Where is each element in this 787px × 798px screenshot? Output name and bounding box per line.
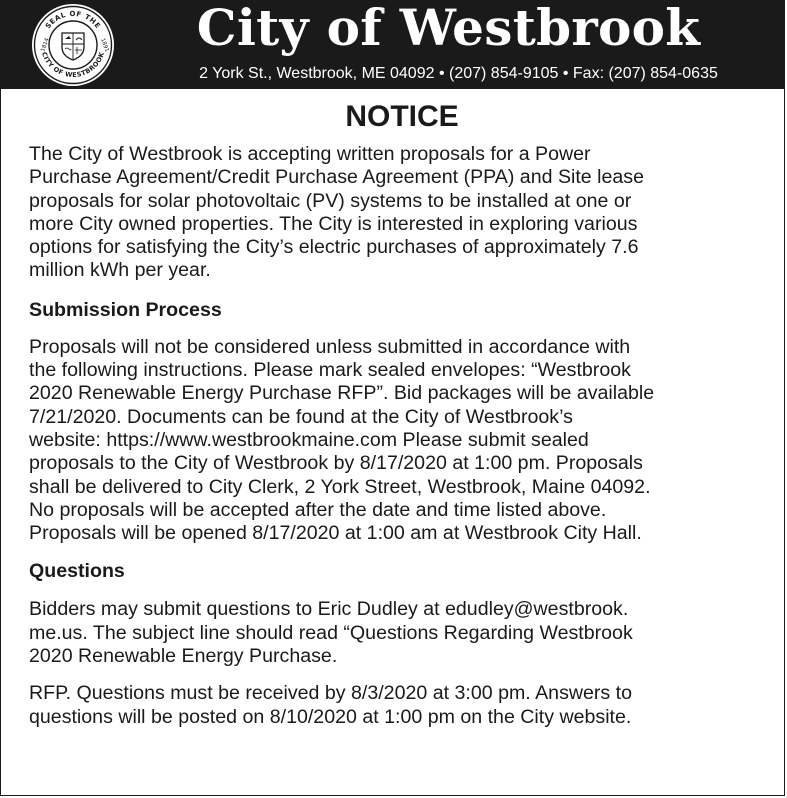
intro-paragraph (29, 143, 759, 283)
text-line: Proposals will be opened 8/17/2020 at 1:00 am at Westbrook City Hall. (29, 522, 642, 545)
questions-paragraph (29, 598, 759, 668)
text-line: Proposals will not be considered unless submitted in accordance with (29, 335, 631, 358)
notice-title: NOTICE (345, 100, 459, 133)
text-line: questions will be posted on 8/10/2020 at 1:00 pm on the City website. (29, 705, 632, 728)
seal-ring-bottom-text: CITY OF WESTBROOK (39, 50, 107, 80)
text-line: RFP. Questions must be received by 8/3/2020 at 3:00 pm. Answers to (29, 682, 633, 705)
text-line: website: https://www.westbrookmaine.com Please submit sealed (29, 428, 589, 451)
notice-body (29, 97, 759, 729)
text-line: No proposals will be accepted after the date and time listed above. (29, 498, 607, 521)
text-line: proposals to the City of Westbrook by 8/17/2020 at 1:00 pm. Proposals (29, 452, 643, 475)
text-line: 2020 Renewable Energy Purchase. (29, 645, 338, 668)
text-line: 7/21/2020. Documents can be found at the City of Westbrook’s (29, 405, 573, 428)
text-line: proposals for solar photovoltaic (PV) systems to be installed at one or (29, 189, 632, 212)
text-line: The City of Westbrook is accepting written proposals for a Power (29, 143, 591, 165)
submission-heading: Submission Process (29, 298, 222, 321)
text-line: me.us. The subject line should read “Questions Regarding Westbrook (29, 621, 633, 644)
masthead-city-name: City of Westbrook (196, 0, 701, 57)
text-line: more City owned properties. The City is interested in exploring various (29, 212, 638, 235)
submission-paragraph (29, 336, 759, 546)
text-line: the following instructions. Please mark sealed envelopes: “Westbrook (29, 359, 631, 382)
text-line: 2020 Renewable Energy Purchase RFP”. Bid packages will be available (29, 382, 655, 405)
seal-year-left: 1814 (40, 37, 51, 53)
text-line: options for satisfying the City’s electric purchases of approximately 7.6 (29, 236, 639, 259)
questions-heading: Questions (29, 560, 125, 583)
seal-ring-top-text: SEAL OF THE (43, 9, 103, 31)
text-line: Bidders may submit questions to Eric Dudley at edudley@westbrook. (29, 598, 629, 621)
questions-deadline-paragraph (29, 682, 759, 729)
text-line: shall be delivered to City Clerk, 2 York Street, Westbrook, Maine 04092. (29, 475, 651, 498)
masthead-address: 2 York St., Westbrook, ME 04092 • (207) 854-9105 • Fax: (207) 854-0635 (199, 65, 718, 82)
text-line: Purchase Agreement/Credit Purchase Agreement (PPA) and Site lease (29, 166, 644, 189)
text-line: million kWh per year. (29, 259, 211, 282)
city-seal-icon (31, 3, 115, 87)
seal-year-right: 1891 (99, 37, 110, 53)
masthead (1, 1, 785, 89)
